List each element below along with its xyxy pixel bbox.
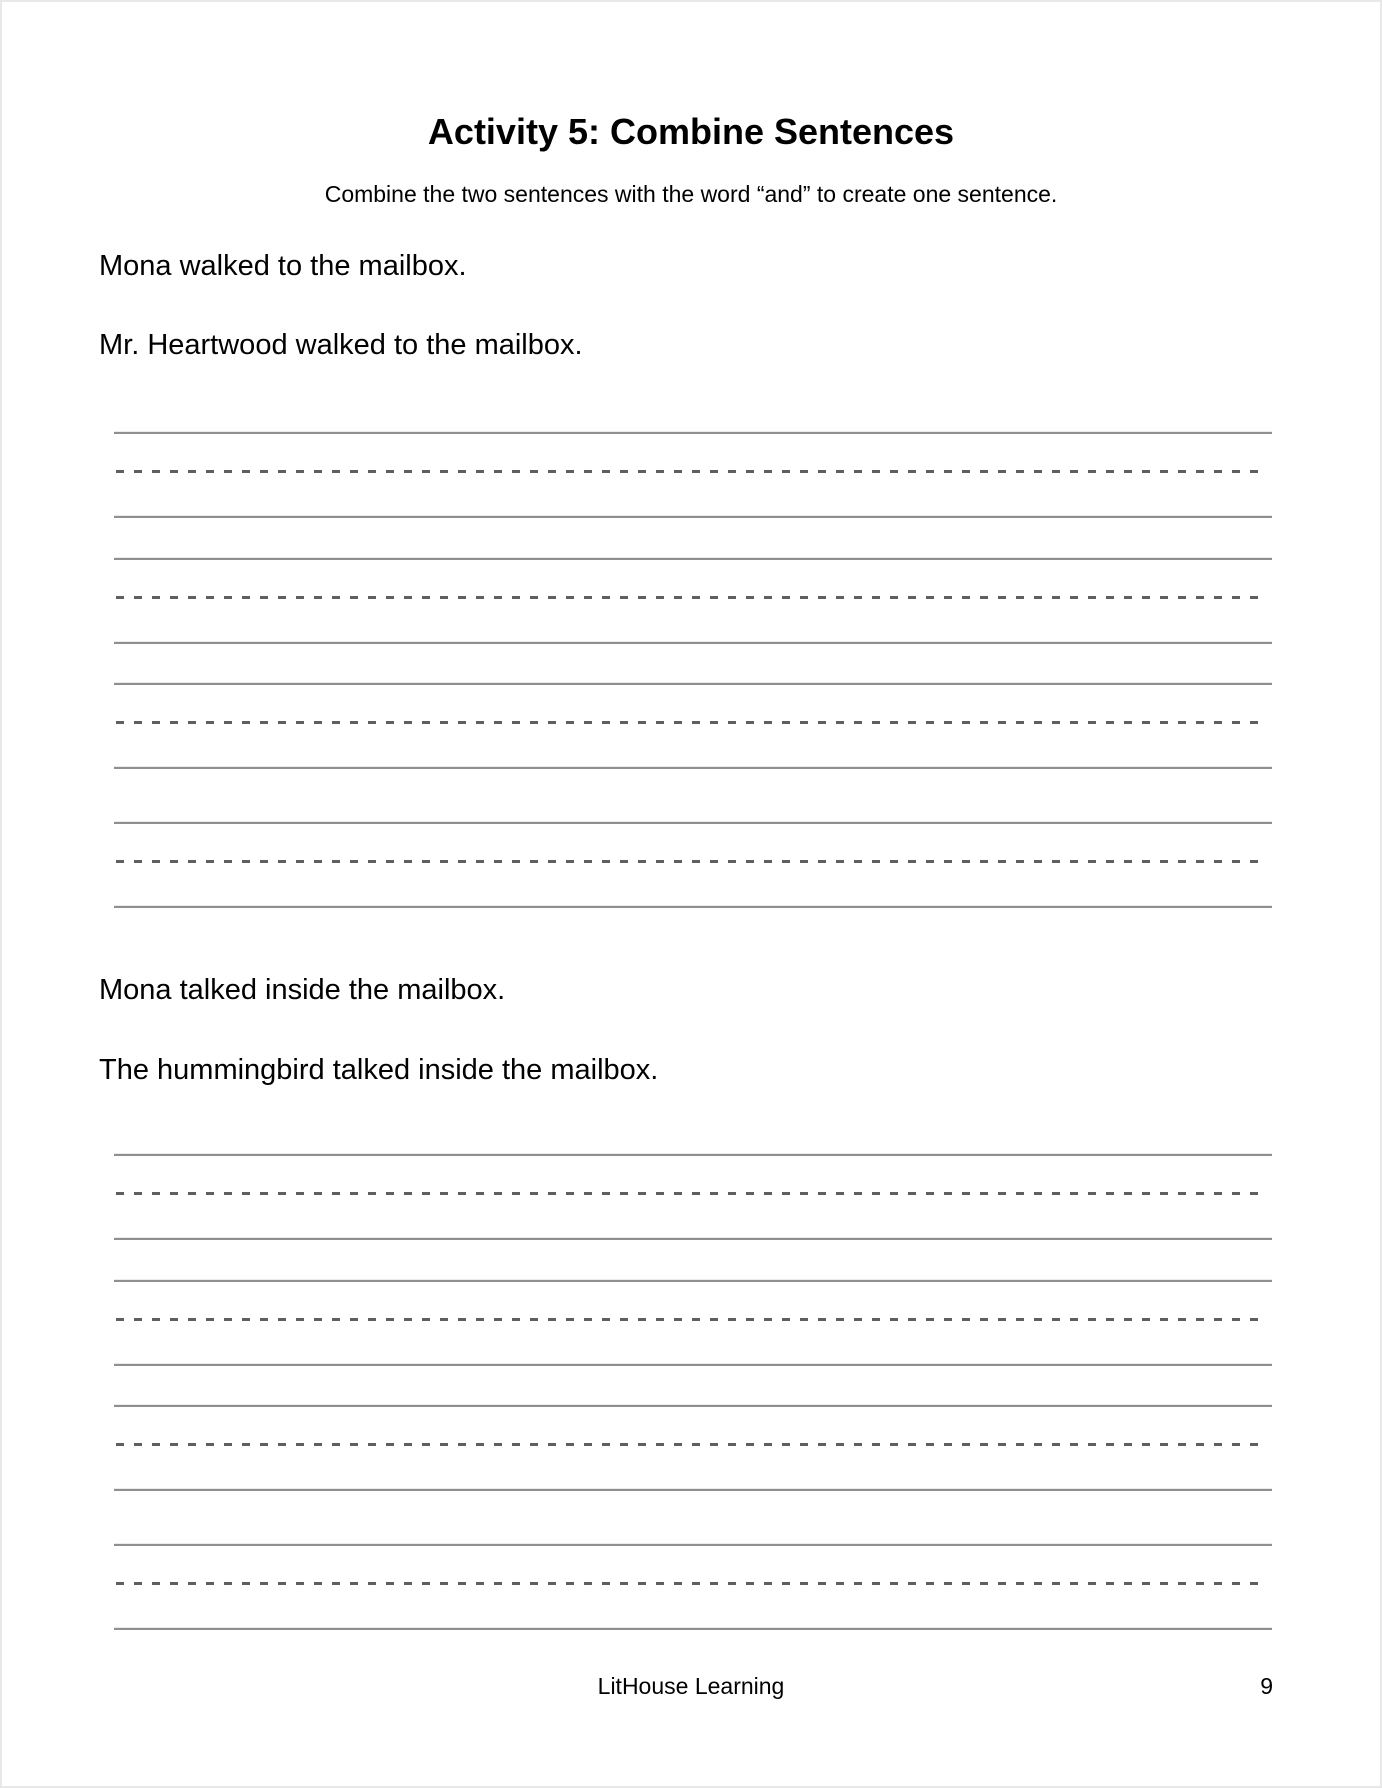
exercise-2-writing-lines <box>114 1154 1272 1632</box>
solid-guideline-top <box>114 683 1272 685</box>
writing-row <box>114 1280 1272 1366</box>
solid-guideline-bottom <box>114 767 1272 769</box>
dashed-midline <box>116 470 1268 473</box>
dashed-midline <box>116 860 1268 863</box>
solid-guideline-top <box>114 1405 1272 1407</box>
exercise-1-writing-lines <box>114 432 1272 910</box>
writing-row <box>114 432 1272 518</box>
exercise-2-sentence-a: Mona talked inside the mailbox. <box>99 974 506 1006</box>
solid-guideline-top <box>114 822 1272 824</box>
solid-guideline-bottom <box>114 1489 1272 1491</box>
solid-guideline-bottom <box>114 1238 1272 1240</box>
dashed-midline <box>116 1192 1268 1195</box>
dashed-midline <box>116 721 1268 724</box>
solid-guideline-bottom <box>114 516 1272 518</box>
footer-brand: LitHouse Learning <box>597 1673 785 1699</box>
dashed-midline <box>116 1443 1268 1446</box>
solid-guideline-top <box>114 1280 1272 1282</box>
instruction-text: Combine the two sentences with the word “and” to create one sentence. <box>324 181 1058 207</box>
solid-guideline-top <box>114 1544 1272 1546</box>
dashed-midline <box>116 1582 1268 1585</box>
solid-guideline-bottom <box>114 1628 1272 1630</box>
solid-guideline-bottom <box>114 1364 1272 1366</box>
exercise-1-sentence-a: Mona walked to the mailbox. <box>99 250 467 282</box>
solid-guideline-top <box>114 558 1272 560</box>
writing-row <box>114 1405 1272 1491</box>
page-title: Activity 5: Combine Sentences <box>427 111 955 152</box>
writing-row <box>114 822 1272 908</box>
solid-guideline-bottom <box>114 642 1272 644</box>
solid-guideline-top <box>114 1154 1272 1156</box>
writing-row <box>114 1544 1272 1630</box>
solid-guideline-bottom <box>114 906 1272 908</box>
dashed-midline <box>116 1318 1268 1321</box>
solid-guideline-top <box>114 432 1272 434</box>
exercise-2-sentence-b: The hummingbird talked inside the mailbox. <box>99 1054 659 1086</box>
dashed-midline <box>116 596 1268 599</box>
writing-row <box>114 1154 1272 1240</box>
writing-row <box>114 683 1272 769</box>
exercise-1-sentence-b: Mr. Heartwood walked to the mailbox. <box>99 329 583 361</box>
writing-row <box>114 558 1272 644</box>
page-number: 9 <box>1260 1673 1273 1699</box>
